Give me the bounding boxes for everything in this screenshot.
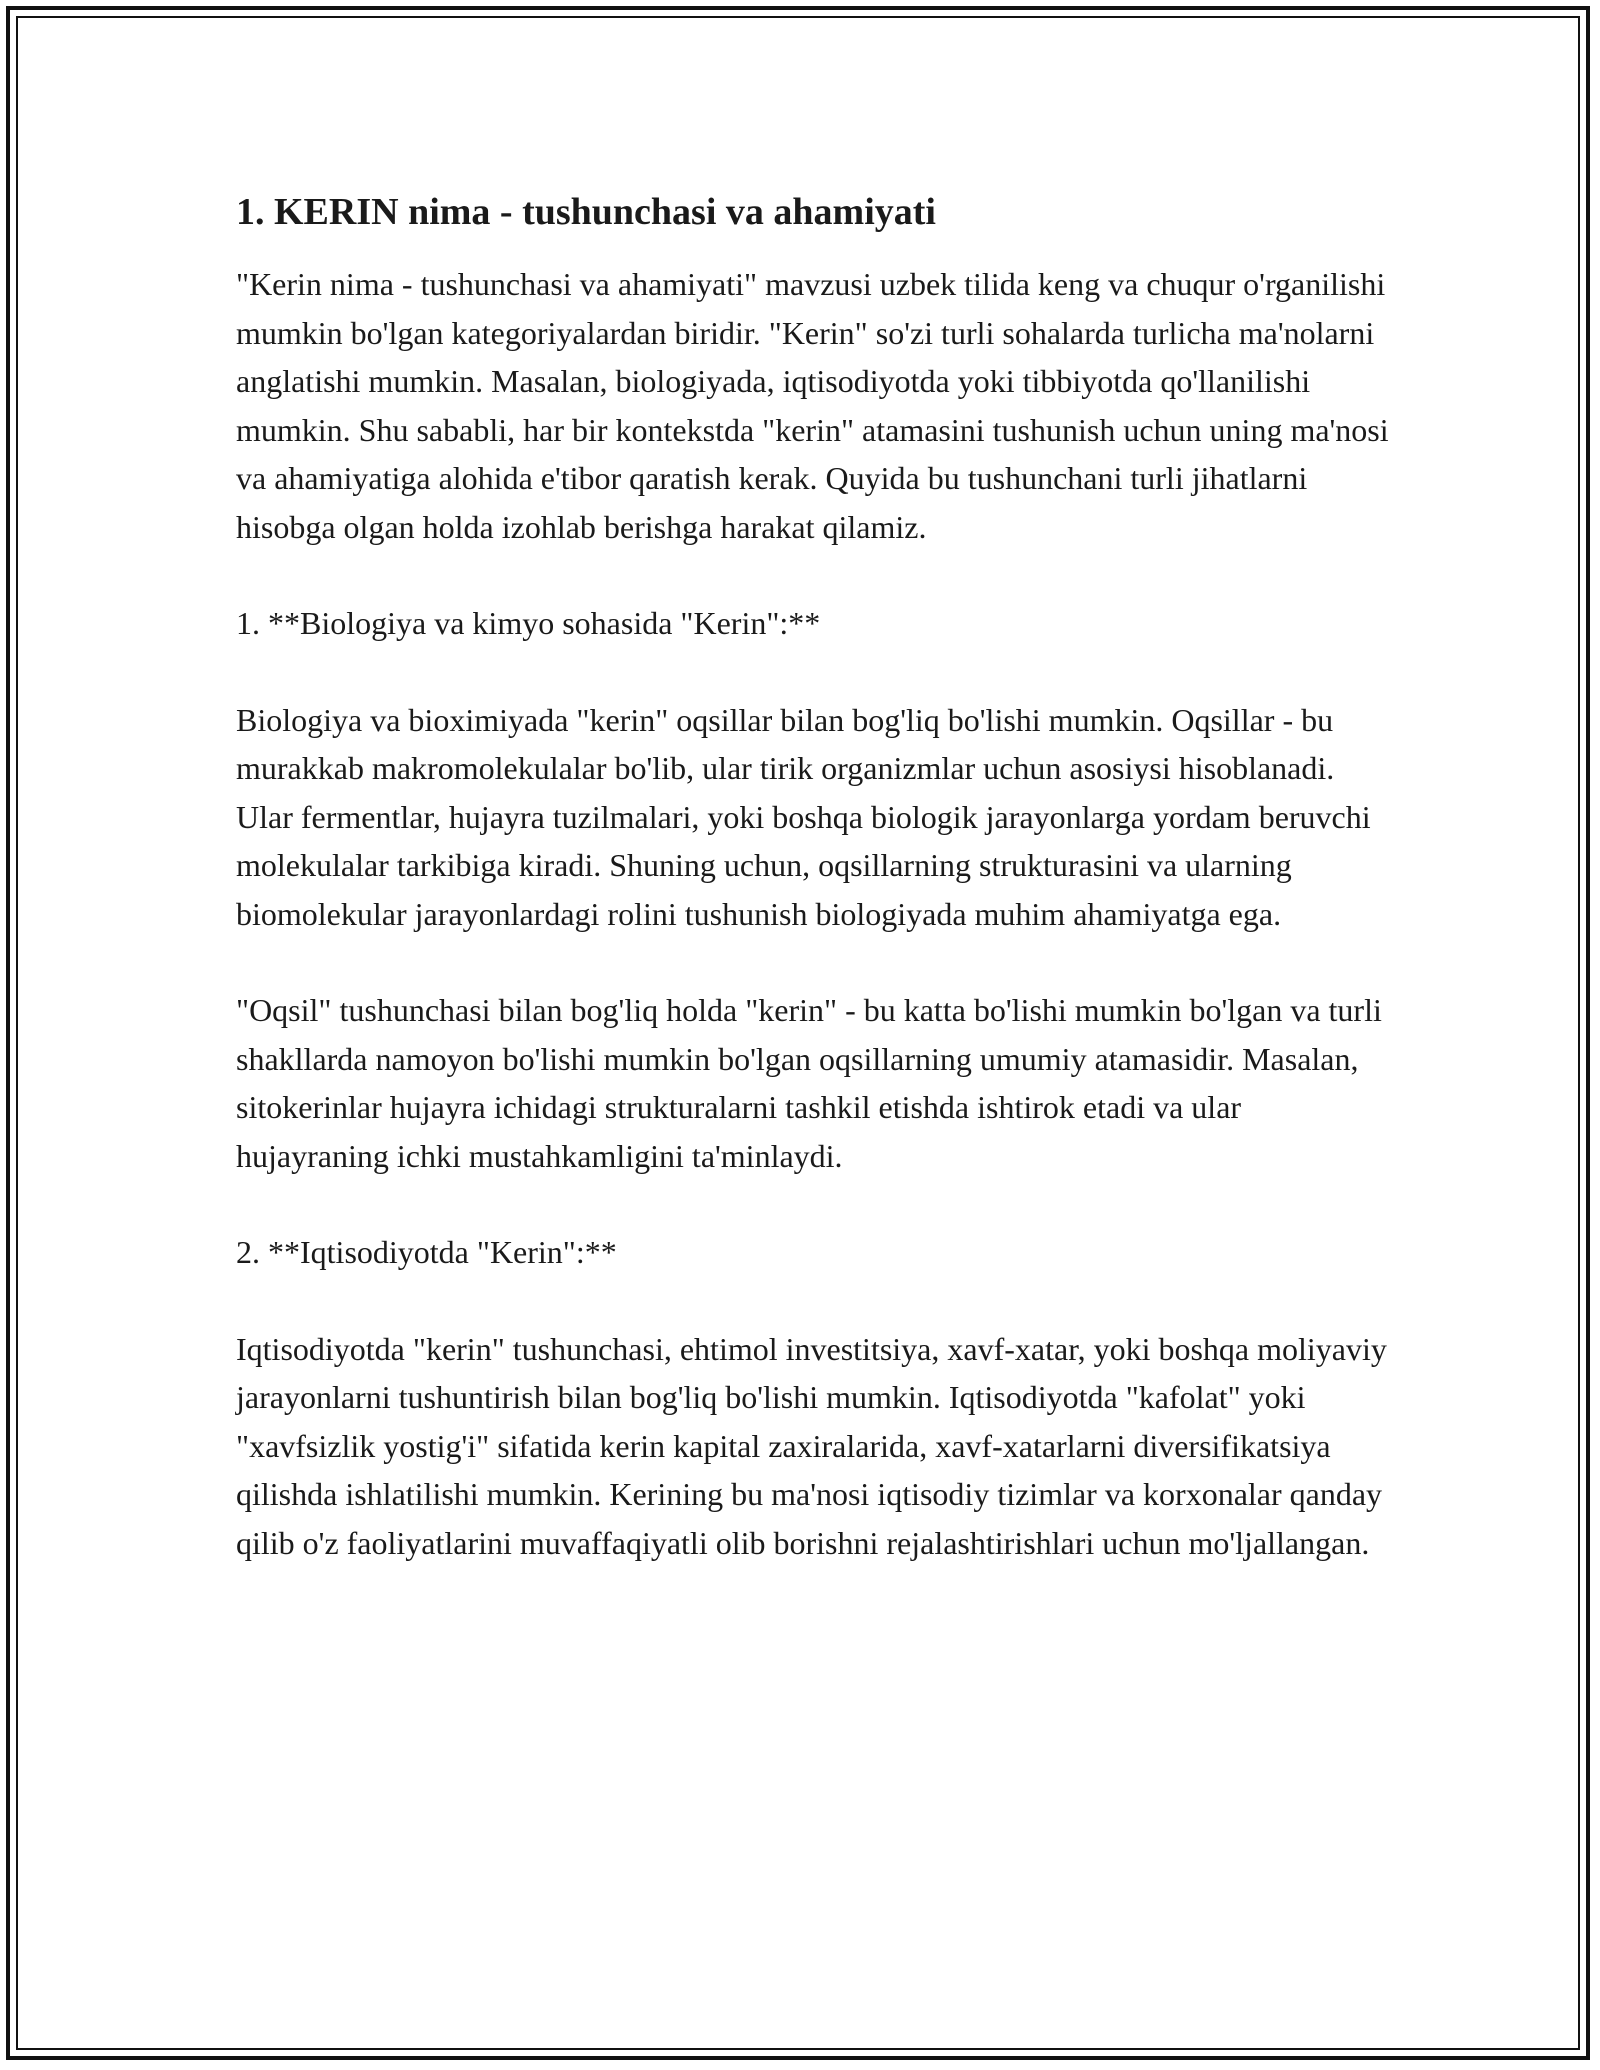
intro-paragraph: "Kerin nima - tushunchasi va ahamiyati" mavzusi uzbek tilida keng va chuqur o'rganilishi mumkin bo'lgan kategoriyalardan biridir. "Kerin" so'zi turli sohalarda turlicha ma'nolarni anglatishi mumkin. Masalan, biologiyada, iqtisodiyotda yoki tibbiyotda qo'llanilishi mumkin. Shu sababli, har bir kontekstda "kerin" atamasini tushunish uchun uning ma'nosi va ahamiyatiga alohida e'tibor qaratish kerak. Quyida bu tushunchani turli jihatlarni hisobga olgan holda izohlab berishga harakat qilamiz. (236, 266, 1389, 545)
section-heading-economy: 2. **Iqtisodiyotda "Kerin":** (236, 1234, 617, 1270)
section-heading-biology: 1. **Biologiya va kimyo sohasida "Kerin":** (236, 605, 821, 641)
document-body (236, 186, 1396, 1615)
document-title: 1. KERIN nima - tushunchasi va ahamiyati (236, 191, 936, 233)
protein-paragraph: "Oqsil" tushunchasi bilan bog'liq holda "kerin" - bu katta bo'lishi mumkin bo'lgan va turli shakllarda namoyon bo'lishi mumkin bo'lgan oqsillarning umumiy atamasidir. Masalan, sitokerinlar hujayra ichidagi strukturalarni tashkil etishda ishtirok etadi va ular hujayraning ichki mustahkamligini ta'minlaydi. (236, 992, 1382, 1174)
biology-paragraph: Biologiya va bioximiyada "kerin" oqsillar bilan bog'liq bo'lishi mumkin. Oqsillar - bu murakkab makromolekulalar bo'lib, ular tirik organizmlar uchun asosiysi hisoblanadi. Ular fermentlar, hujayra tuzilmalari, yoki boshqa biologik jarayonlarga yordam beruvchi molekulalar tarkibiga kiradi. Shuning uchun, oqsillarning strukturasini va ularning biomolekular jarayonlardagi rolini tushunish biologiyada muhim ahamiyatga ega. (236, 701, 1371, 932)
economy-paragraph: Iqtisodiyotda "kerin" tushunchasi, ehtimol investitsiya, xavf-xatar, yoki boshqa moliyaviy jarayonlarni tushuntirish bilan bog'liq bo'lishi mumkin. Iqtisodiyotda "kafolat" yoki "xavfsizlik yostig'i" sifatida kerin kapital zaxiralarida, xavf-xatarlarni diversifikatsiya qilishda ishlatilishi mumkin. Kerining bu ma'nosi iqtisodiy tizimlar va korxonalar qanday qilib o'z faoliyatlarini muvaffaqiyatli olib borishni rejalashtirishlari uchun mo'ljallangan. (236, 1330, 1387, 1561)
